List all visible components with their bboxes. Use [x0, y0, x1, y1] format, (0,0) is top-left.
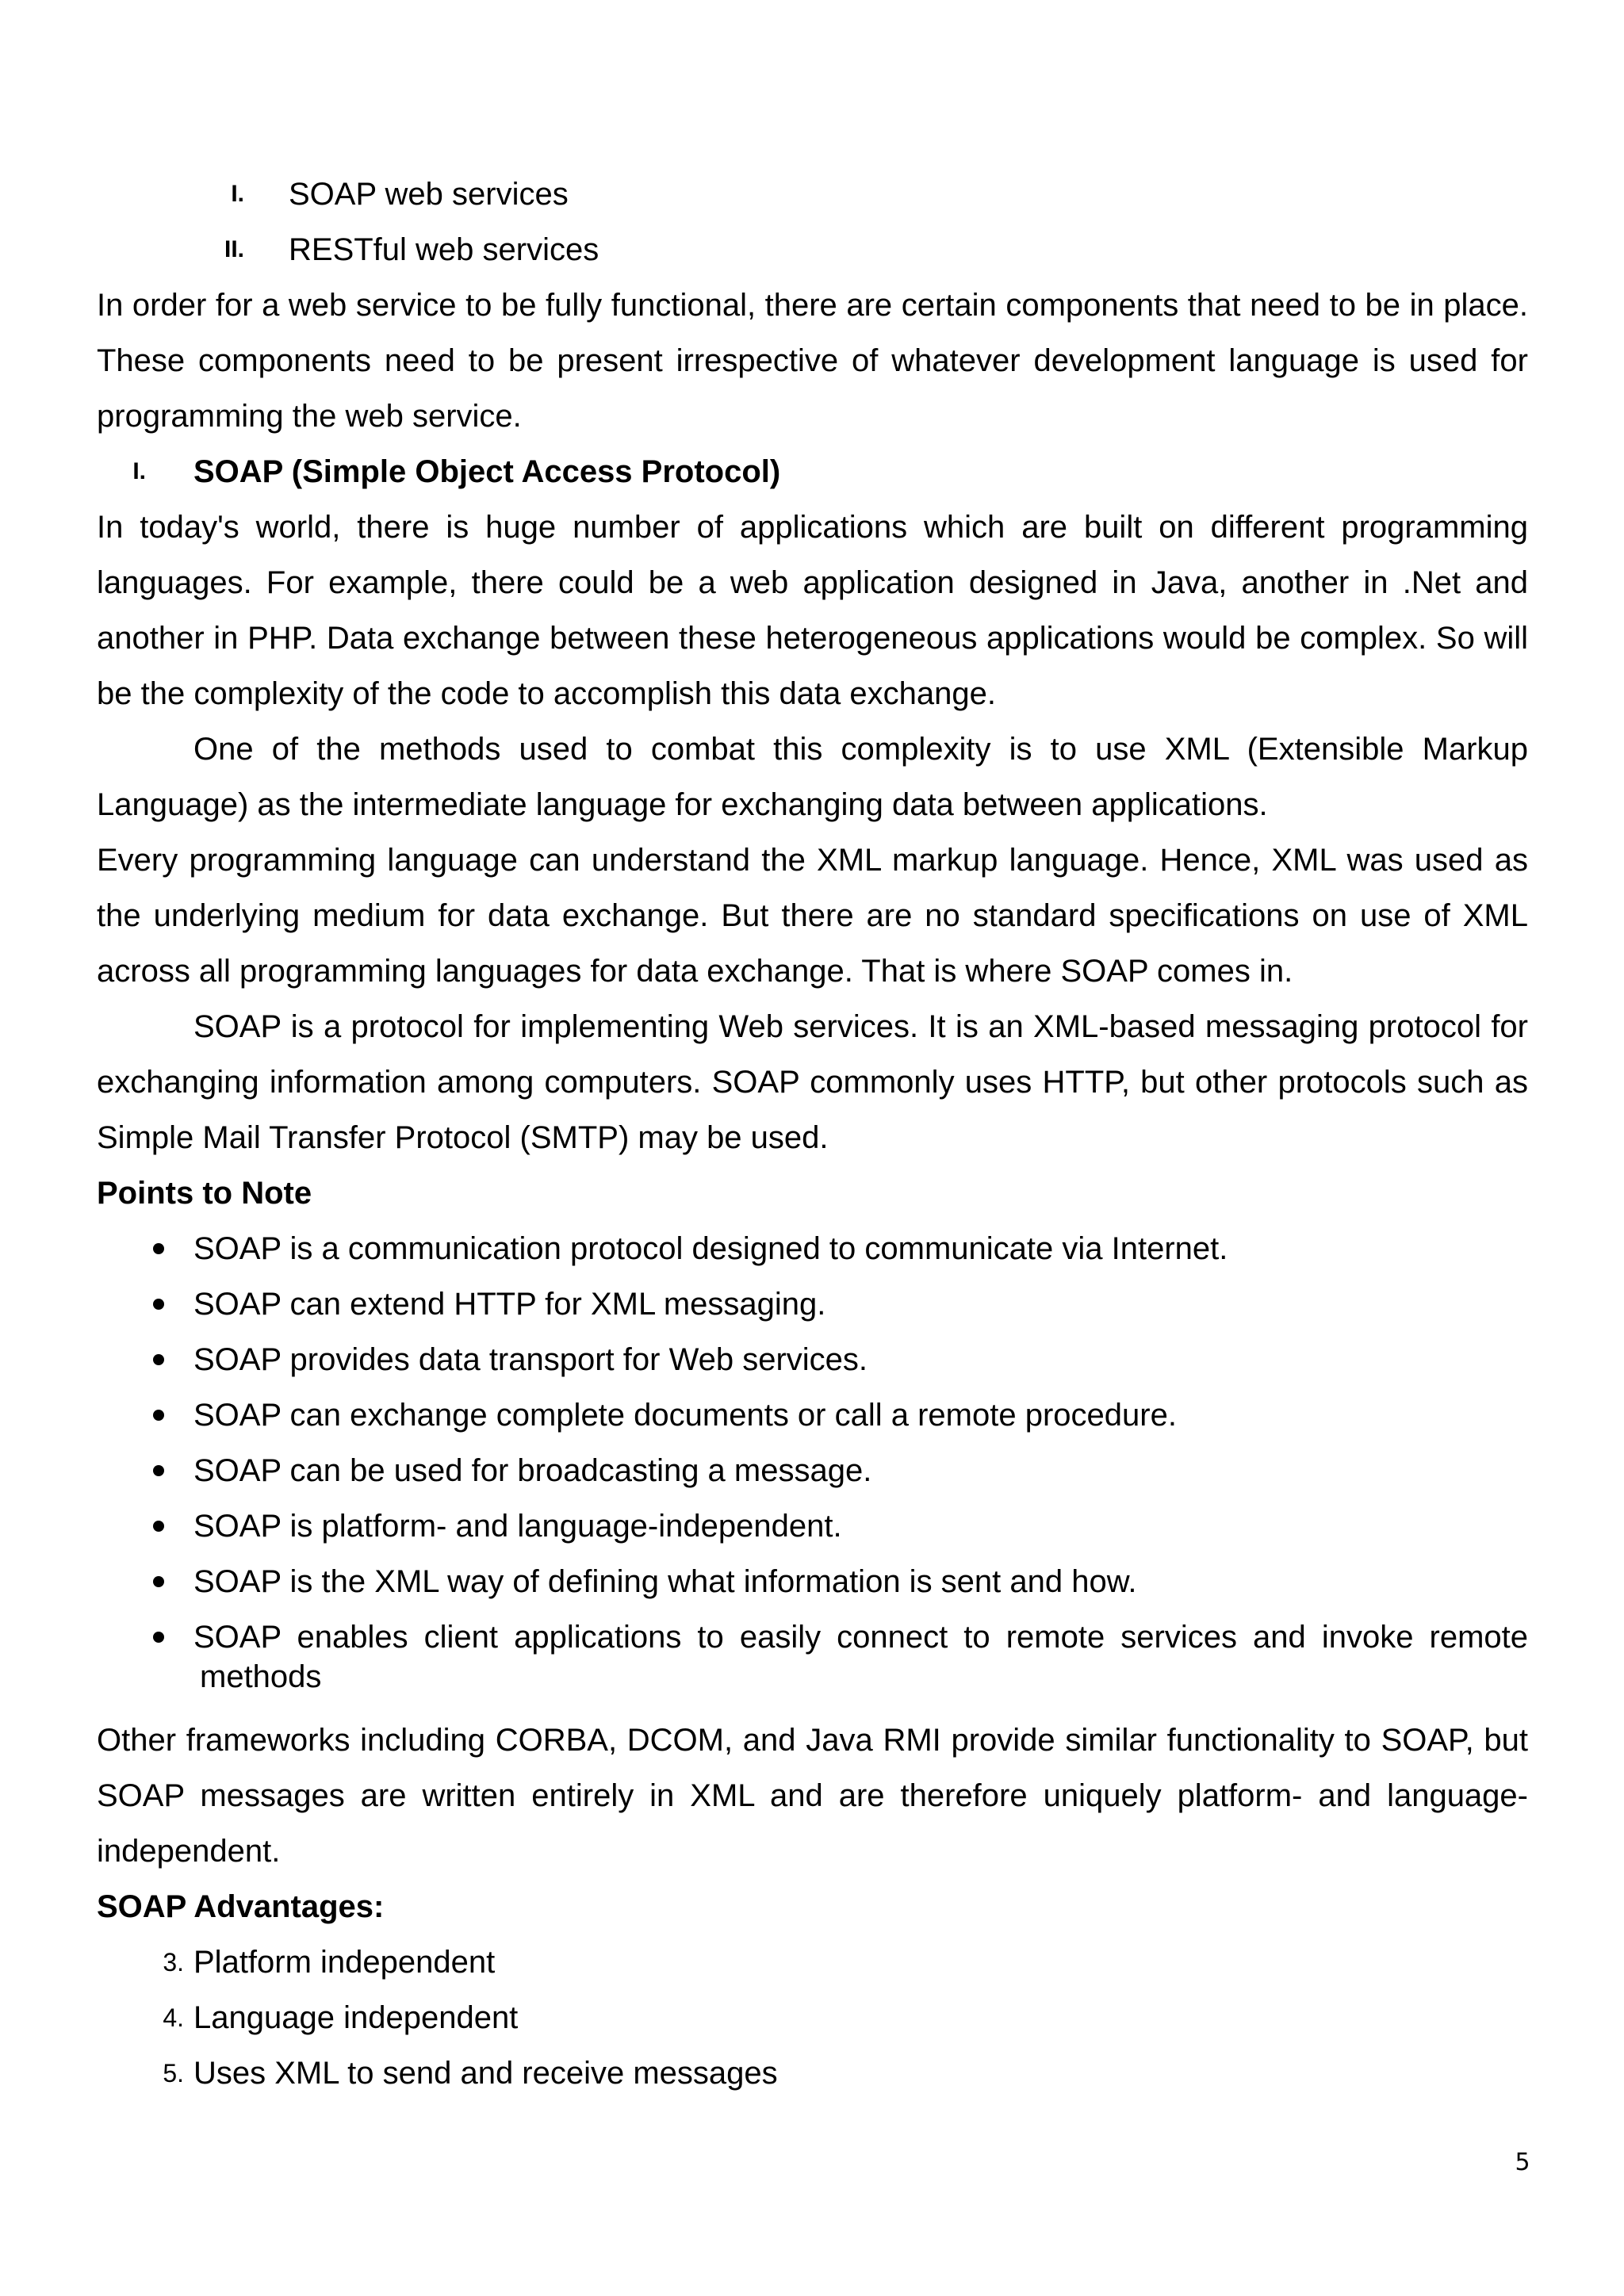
paragraph: In today's world, there is huge number of applications which are built on different programming languages. For example, there could be a web application designed in Java, another in .Net and another in PHP. Data exchange between these heterogeneous applications would be complex. So will be the complexity of the code to accomplish this data exchange.	[97, 510, 1528, 711]
bullet-text: SOAP provides data transport for Web services.	[193, 1342, 868, 1377]
bullet-item	[97, 1387, 1528, 1443]
bullet-item	[97, 1443, 1528, 1498]
bullet-text: SOAP can extend HTTP for XML messaging.	[193, 1287, 826, 1322]
bullet-text-line: SOAP enables client applications to easily connect to remote services and invoke remote	[193, 1620, 1528, 1655]
bullet-item	[97, 1221, 1528, 1276]
list-marker: I.	[231, 181, 244, 207]
bullet-icon	[153, 1576, 164, 1587]
bullet-icon	[153, 1410, 164, 1421]
paragraph: One of the methods used to combat this complexity is to use XML (Extensible Markup Language) as the intermediate language for exchanging data between applications.	[97, 732, 1528, 822]
list-item-text: RESTful web services	[289, 232, 599, 267]
section-heading	[97, 444, 1528, 499]
paragraph: SOAP is a protocol for implementing Web services. It is an XML-based messaging protocol for exchanging information among computers. SOAP commonly uses HTTP, but other protocols such as Simple Mail Transfer Protocol (SMTP) may be used.	[97, 1009, 1528, 1155]
bullet-item	[97, 1554, 1528, 1609]
list-marker: II.	[224, 236, 244, 262]
bullet-icon	[153, 1243, 164, 1254]
numbered-item	[97, 2045, 1528, 2101]
bullet-text: SOAP is a communication protocol designed to communicate via Internet.	[193, 1231, 1228, 1266]
numbered-item-text: Language independent	[193, 2000, 519, 2035]
bullet-text: SOAP is the XML way of defining what information is sent and how.	[193, 1564, 1137, 1599]
intro-paragraph: In order for a web service to be fully functional, there are certain components that need to be in place. These components need to be present irrespective of whatever development language is used for programming the web service.	[97, 288, 1528, 434]
number-marker: 5.	[163, 2059, 184, 2087]
bullet-icon	[153, 1354, 164, 1365]
numbered-item	[97, 1990, 1528, 2045]
bullet-text: SOAP can be used for broadcasting a message.	[193, 1453, 872, 1488]
bullet-icon	[153, 1465, 164, 1476]
bullet-item	[97, 1276, 1528, 1332]
paragraph: Every programming language can understand the XML markup language. Hence, XML was used as the underlying medium for data exchange. But there are no standard specifications on use of XML across all programming languages for data exchange. That is where SOAP comes in.	[97, 843, 1528, 989]
section-marker: I.	[132, 458, 146, 484]
bullet-item	[97, 1609, 1528, 1712]
number-marker: 3.	[163, 1948, 184, 1976]
numbered-item-text: Platform independent	[193, 1945, 496, 1980]
bullet-item	[97, 1498, 1528, 1554]
points-heading: Points to Note	[97, 1176, 312, 1211]
bullet-text: SOAP can exchange complete documents or call a remote procedure.	[193, 1398, 1177, 1433]
bullet-text: SOAP is platform- and language-independent.	[193, 1509, 842, 1544]
numbered-item-text: Uses XML to send and receive messages	[193, 2056, 778, 2091]
paragraph: Other frameworks including CORBA, DCOM, and Java RMI provide similar functionality to SOAP, but SOAP messages are written entirely in XML and are therefore uniquely platform- and language-independent.	[97, 1723, 1528, 1869]
bullet-icon	[153, 1521, 164, 1532]
document-page	[97, 166, 1528, 2101]
bullet-item	[97, 1332, 1528, 1387]
bullet-icon	[153, 1299, 164, 1310]
page-number: 5	[1515, 2149, 1530, 2176]
section-heading-text: SOAP (Simple Object Access Protocol)	[193, 454, 781, 489]
list-item-text: SOAP web services	[289, 177, 569, 212]
numbered-item	[97, 1934, 1528, 1990]
bullet-text-line: methods	[200, 1659, 322, 1694]
list-item	[97, 222, 1528, 277]
bullet-icon	[153, 1632, 164, 1643]
number-marker: 4.	[163, 2003, 184, 2032]
bullet-text	[193, 1609, 1528, 1697]
advantages-heading: SOAP Advantages:	[97, 1889, 385, 1924]
list-item	[97, 166, 1528, 222]
